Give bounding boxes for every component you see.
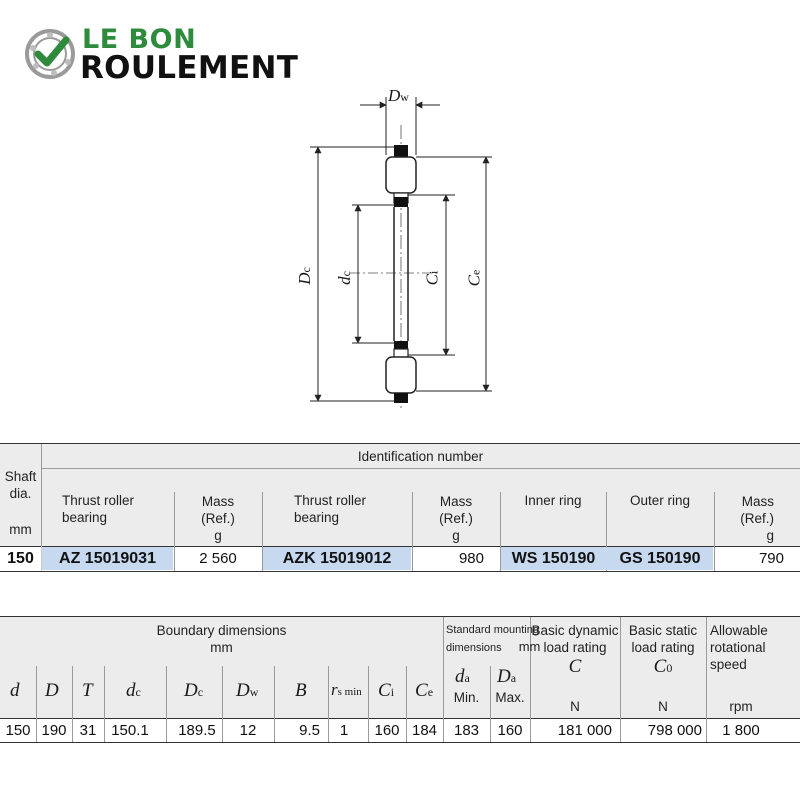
logo-text-roulement: ROULEMENT — [80, 50, 299, 86]
col-D-header: D — [45, 680, 59, 701]
gs-part-number[interactable]: GS 150190 — [619, 550, 701, 567]
col-C-header: C — [568, 656, 582, 677]
col-B-header: B — [295, 680, 307, 701]
mass-header-2: Mass (Ref.) — [439, 494, 473, 526]
col-Da-header: Da — [497, 666, 517, 687]
col-Ce-header: Ce — [415, 680, 434, 701]
shaft-unit: mm — [9, 522, 32, 537]
rings-mass-value: 790 — [758, 550, 784, 567]
value-d: 150 — [5, 722, 31, 739]
logo-text-le-bon: LE BON — [82, 24, 197, 55]
col-Dc-header: Dc — [184, 680, 204, 701]
dw-label: Dw — [388, 86, 409, 105]
mass-header-1: Mass (Ref.) — [201, 494, 235, 526]
value-B: 9.5 — [299, 722, 320, 739]
dc-inner-label: dc — [334, 271, 354, 285]
value-speed: 1 800 — [722, 722, 760, 739]
mounting-dimensions-header: dimensions mm — [446, 639, 541, 654]
value-D: 190 — [41, 722, 67, 739]
mass-unit-3: g — [766, 528, 774, 543]
inner-ring-header: Inner ring — [524, 493, 582, 508]
mass-header-3: Mass (Ref.) — [740, 494, 774, 526]
ce-label: Ce — [464, 269, 484, 287]
az-part-number[interactable]: AZ 15019031 — [59, 550, 156, 567]
col-da-header: da — [455, 666, 470, 687]
thrust-roller-bearing-header-1: Thrust roller bearing — [62, 493, 135, 525]
col-d-header: d — [10, 680, 20, 701]
azk-mass-value: 980 — [458, 550, 484, 567]
thrust-roller-bearing-header-2: Thrust roller bearing — [294, 493, 367, 525]
col-rs-header: rs min — [331, 680, 362, 699]
col-dc-header: dc — [126, 680, 141, 701]
value-C0: 798 000 — [647, 722, 702, 739]
col-Da-max-label: Max. — [495, 690, 525, 705]
value-T: 31 — [79, 722, 97, 739]
value-Dc: 189.5 — [178, 722, 216, 739]
shaft-dia-value: 150 — [7, 550, 34, 567]
static-load-rating-header: Basic static load rating — [628, 623, 698, 655]
col-Dw-header: Dw — [236, 680, 259, 701]
shaft-dia-header: Shaft dia. — [4, 469, 37, 501]
standard-mounting-header: Standard mounting — [446, 624, 539, 636]
azk-part-number[interactable]: AZK 15019012 — [282, 550, 392, 567]
value-dc: 150.1 — [111, 722, 149, 739]
boundary-dimensions-unit: mm — [210, 640, 233, 655]
az-mass-value: 2 560 — [199, 550, 237, 567]
value-C: 181 000 — [557, 722, 612, 739]
mass-unit-1: g — [214, 528, 222, 543]
value-Ci: 160 — [374, 722, 400, 739]
col-Ci-header: Ci — [378, 680, 395, 701]
value-Dw: 12 — [239, 722, 257, 739]
ci-label: Ci — [422, 270, 442, 286]
ws-part-number[interactable]: WS 150190 — [511, 550, 596, 567]
value-rs: 1 — [339, 722, 349, 739]
value-Da: 160 — [497, 722, 523, 739]
outer-ring-header: Outer ring — [629, 493, 691, 508]
bearing-check-icon — [24, 28, 76, 80]
rotational-speed-header: Allowable rotational speed — [710, 623, 768, 672]
dynamic-load-rating-header: Basic dynamic load rating — [531, 623, 619, 655]
col-T-header: T — [82, 680, 93, 701]
mass-unit-2: g — [452, 528, 460, 543]
col-speed-unit: rpm — [729, 699, 753, 714]
bearing-drawing — [290, 85, 510, 415]
boundary-dimensions-header: Boundary dimensions — [156, 623, 287, 638]
dc-outer-label: Dc — [294, 267, 314, 285]
col-C-unit: N — [570, 699, 580, 714]
identification-number-header: Identification number — [357, 449, 484, 464]
value-Ce: 184 — [411, 722, 438, 739]
col-C0-unit: N — [658, 699, 668, 714]
value-da: 183 — [453, 722, 480, 739]
col-da-min-label: Min. — [453, 690, 480, 705]
col-C0-header: C0 — [653, 656, 673, 677]
